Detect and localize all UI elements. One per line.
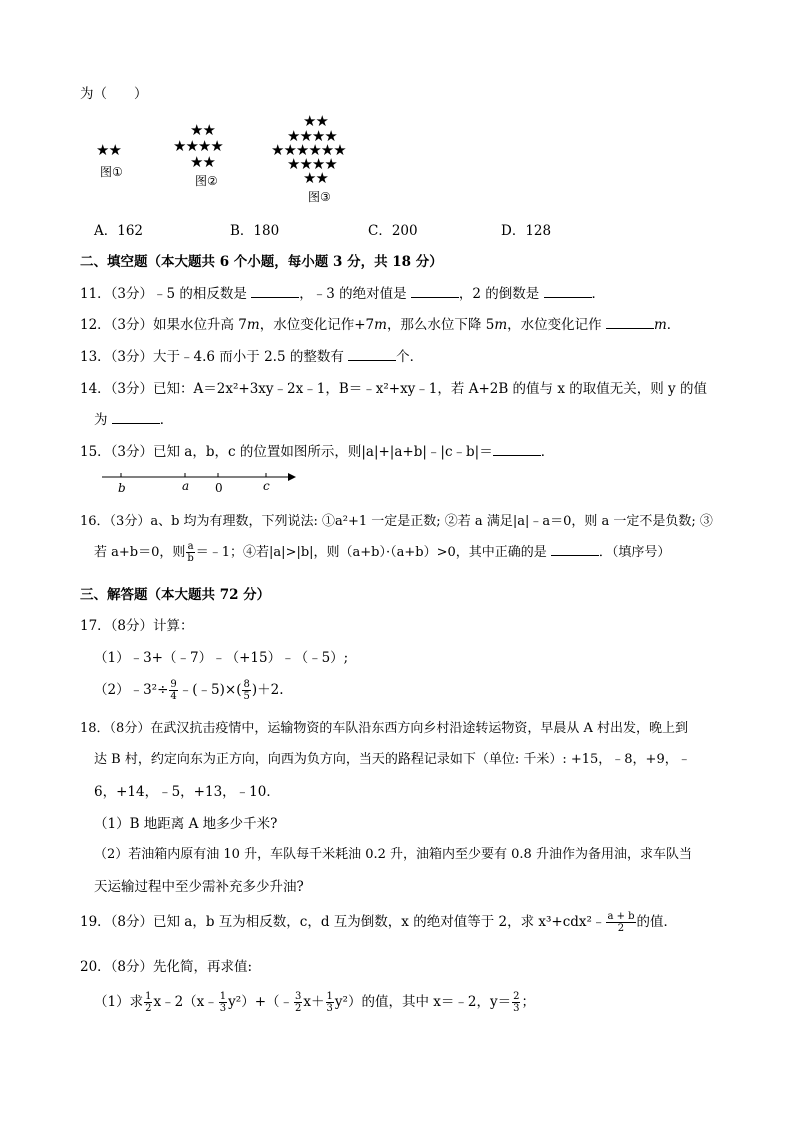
number-line [98,466,298,496]
answer-blank [251,285,299,298]
question-14-line-2 [94,408,173,428]
text: 个． [396,349,424,365]
question-14-line-1: 14．（3分）已知：A＝2x²+3xy﹣2x﹣1，B＝﹣x²+xy﹣1，若 A+2B 的值与 x 的取值无关，则 y 的值 [80,381,707,397]
text: ﹣(﹣5)×( [178,682,242,698]
text: ． [591,286,606,302]
question-18-line-3: 6，+14，﹣5，+13，﹣10． [94,784,280,800]
text: ，水位变化记作+7 [259,317,375,333]
star-row: ★★★★ [287,127,337,145]
question-18-line-2: 达 B 村，约定向东为正方向，向西为负方向，当天的路程记录如下（单位: 千米）: +15，﹣8，+9，﹣ [94,752,691,767]
unit: m [494,317,508,333]
text: 12．（3分）如果水位升高 7 [80,317,247,333]
text: ，﹣3 的绝对值是 [299,286,411,302]
text: 19．（8分）已知 a，b 互为相反数，c，d 互为倒数，x 的绝对值等于 2，求 x³+cdx²﹣ [80,914,606,930]
option-b: B．180 [230,223,280,239]
figure-caption: 图① [100,165,123,179]
tick-label-b: b [118,481,126,495]
unit: m [374,317,387,333]
question-16-line-1: 16．（3分）a、b 均为有理数，下列说法: ①a²+1 一定是正数; ②若 a 满足|a|﹣a＝0，则 a 一定不是负数; ③ [80,514,713,529]
answer-blank [544,285,592,298]
star-row: ★★★★★★ [271,141,346,159]
answer-blank [551,543,599,556]
option-d: D．128 [501,223,552,239]
text: y²）+（﹣ [228,994,294,1010]
question-11 [80,282,605,302]
text: 15．（3分）已知 a，b，c 的位置如图所示，则|a|+|a+b|﹣|c﹣b|＝ [80,444,493,460]
question-18-line-1: 18．（8分）在武汉抗击疫情中，运输物资的车队沿东西方向乡村沿途转运物资，早晨从 A 村出发，晚上到 [80,721,688,736]
section-heading: 二、填空题（本大题共 6 个小题，每小题 3 分，共 18 分） [80,254,443,270]
option-a: A．162 [94,223,144,239]
text: 11．（3分）﹣5 的相反数是 [80,286,252,302]
text: ； [521,994,535,1010]
text: 13．（3分）大于﹣4.6 而小于 2.5 的整数有 [80,349,349,365]
question-17-title: 17．（8分）计算： [80,618,194,634]
question-20-title: 20．（8分）先化简，再求值: [80,959,253,975]
question-16-line-2 [94,541,670,564]
text: y²）的值，其中 x＝﹣2，y＝ [334,994,512,1010]
text: 的值． [636,914,678,930]
question-17-part-1: （1）﹣3+（﹣7）﹣（+15）﹣（﹣5）; [94,650,349,666]
answer-blank [348,348,396,361]
answer-blank [606,316,654,329]
question-12 [80,313,680,333]
question-tail: 为（ ） [80,86,148,102]
text: x＋ [303,994,325,1010]
answer-blank [411,285,459,298]
text: （1）求 [94,994,144,1010]
text: 若 a+b＝0，则 [94,545,186,560]
text: x﹣2（x﹣ [153,994,218,1010]
fraction: $\frac{a}{b}$ [187,541,194,564]
tick-label-a: a [182,479,190,493]
answer-blank [493,443,541,456]
fraction: $\frac{9}{4}$ [170,679,177,702]
fraction: $\frac{a + b}{2}$ [607,911,635,934]
fraction: $\frac{3}{2}$ [295,991,302,1014]
tick-label-c: c [263,479,270,493]
text: ，2 的倒数是 [458,286,544,302]
text: ，那么水位下降 5 [386,317,495,333]
fraction: $\frac{1}{3}$ [326,991,333,1014]
star-row: ★★ [96,141,121,159]
text: ＝﹣1；④若|a|>|b|，则（a+b）·（a+b）>0，其中正确的是 [195,545,551,560]
figure-caption: 图③ [308,190,331,204]
text: ．（填序号） [598,545,671,560]
question-17-part-2 [94,678,284,702]
question-15 [80,440,554,460]
fraction: $\frac{1}{2}$ [145,991,152,1014]
section-heading: 三、解答题（本大题共 72 分） [80,587,271,603]
question-18-part-2b: 天运输过程中至少需补充多少升油? [94,879,304,895]
answer-blank [112,411,160,424]
unit: m [653,317,667,333]
fraction: $\frac{1}{3}$ [219,991,227,1014]
text: ． [666,317,681,333]
question-18-part-1: （1）B 地距离 A 地多少千米? [94,816,278,832]
question-20-part-1 [94,990,535,1014]
star-row: ★★ [190,121,215,139]
fraction: $\frac{2}{3}$ [513,991,520,1014]
question-18-part-2a: （2）若油箱内原有油 10 升，车队每千米耗油 0.2 升，油箱内至少要有 0.8 升油作为备用油，求车队当 [94,847,692,862]
star-row: ★★ [303,169,328,187]
text: 为 [94,412,112,428]
text: （2）﹣3²÷ [94,682,169,698]
star-row: ★★ [190,153,215,171]
tick-label-zero: 0 [215,481,223,495]
star-row: ★★ [303,112,328,130]
text: ． [540,444,555,460]
text: ，水位变化记作 [507,317,606,333]
unit: m [246,317,260,333]
fraction: $\frac{8}{5}$ [243,679,250,702]
question-19 [80,910,677,934]
figure-caption: 图② [195,174,218,188]
star-row: ★★★★ [287,155,337,173]
text: )＋2. [251,682,284,698]
question-13 [80,345,423,365]
star-row: ★★★★ [173,137,223,155]
text: ． [159,412,174,428]
option-c: C．200 [368,223,418,239]
